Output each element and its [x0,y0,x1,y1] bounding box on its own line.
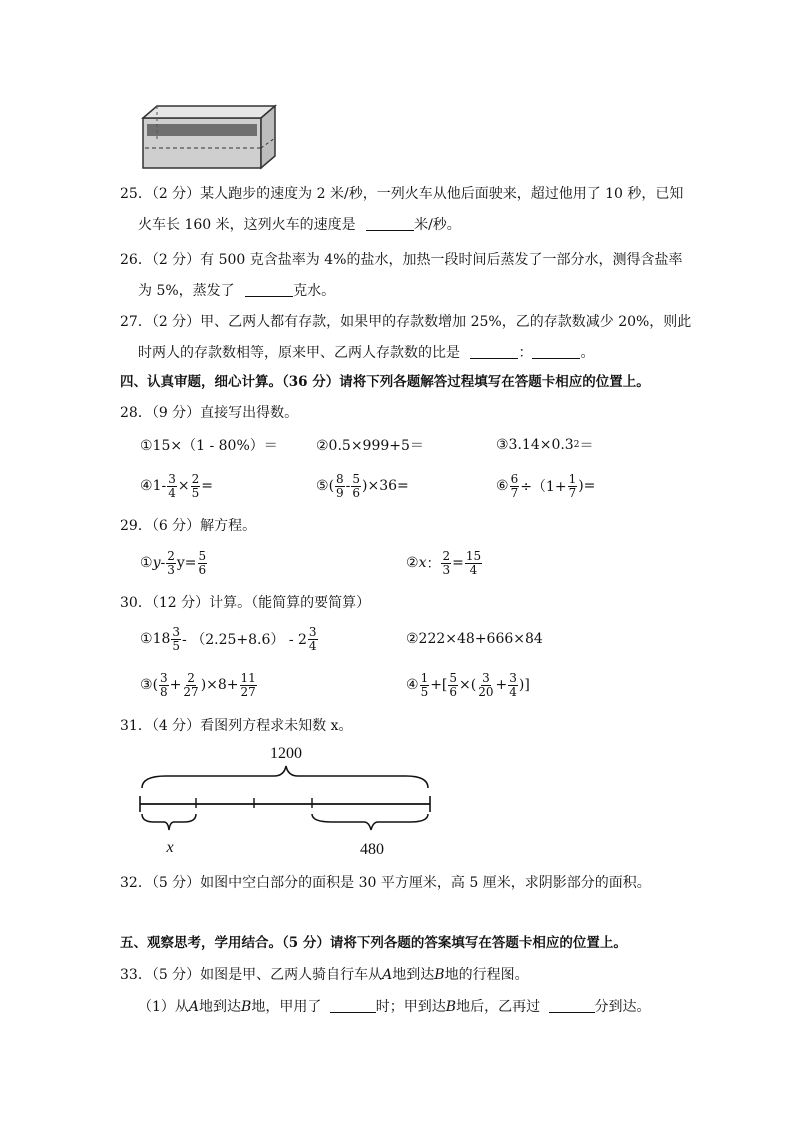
q27-answer-blank-2[interactable] [532,343,580,359]
q29-equation-1: ① y - $\frac{2}{3}$ y= $\frac{5}{6}$ [140,548,207,577]
section-5-heading: 五、观察思考，学用结合。（5 分）请将下列各题的答案填写在答题卡相应的位置上。 [120,935,627,951]
q33-subquestion-1: （1）从A地到达B地，甲用了 时；甲到达B地后，乙再过 分到达。 [138,999,651,1015]
fraction: $\frac{11}{27}$ [240,670,256,699]
q30-problem-1: ① 18 $\frac{3}{5}$ - （2.25+8.6） - 2 $\frac{3}{4}$ [140,624,317,653]
fraction: $\frac{6}{7}$ [510,471,519,500]
fraction: $\frac{3}{8}$ [160,670,168,699]
q28-item-1: ①15×（1 - 80%）＝ [140,438,278,454]
fraction: $\frac{5}{6}$ [352,471,361,500]
q25-answer-blank[interactable] [366,215,414,231]
q29-title: 29．（6 分）解方程。 [120,518,257,534]
q33-hours-blank[interactable] [330,997,376,1013]
part-label: 480 [360,841,384,858]
section-4-heading: 四、认真审题，细心计算。（36 分）请将下列各题解答过程填写在答题卡相应的位置上。 [120,374,650,390]
q29-equation-2: ② x ： $\frac{2}{3}$ = $\frac{15}{4}$ [406,548,482,577]
q28-item-3: ③3.14×0.3 2 ＝ [496,437,594,454]
q26-line1: 26．（2 分）有 500 克含盐率为 4%的盐水，加热一段时间后蒸发了一部分水，测得含盐率 [120,252,683,268]
q28-item-4: ④ 1 - $\frac{3}{4}$ × $\frac{2}{5}$ = [140,471,213,500]
q26-line2: 为 5%，蒸发了 克水。 [138,283,336,299]
q28-item-2: ②0.5×999+5＝ [316,438,424,454]
q27-answer-blank-1[interactable] [470,343,518,359]
fraction: $\frac{15}{4}$ [465,548,482,577]
fraction: $\frac{2}{3}$ [442,548,451,577]
480-brace [312,814,428,830]
top-brace [142,766,428,788]
fraction: $\frac{3}{4}$ [168,471,176,500]
fraction: $\frac{1}{5}$ [420,670,429,699]
fraction: $\frac{2}{3}$ [167,548,175,577]
q28-item-6: ⑥ $\frac{6}{7}$ ÷（1+ $\frac{1}{7}$ )= [496,471,596,500]
q30-problem-4: ④ $\frac{1}{5}$ +[ $\frac{5}{6}$ ×( $\frac{3}{20}$ + $\frac{3}{4}$ )] [406,670,530,699]
q28-item-5: ⑤ ( $\frac{8}{9}$ - $\frac{5}{6}$ )×36= [316,471,409,500]
q30-problem-3: ③ ( $\frac{3}{8}$ + $\frac{2}{27}$ )×8+ $\frac{11}{27}$ [140,670,256,699]
fraction: $\frac{8}{9}$ [336,471,344,500]
fraction: $\frac{3}{5}$ [172,624,181,653]
fraction: $\frac{3}{4}$ [509,670,517,699]
unknown-label: x [166,839,174,856]
q27-line1: 27．（2 分）甲、乙两人都有存款，如果甲的存款数增加 25%，乙的存款数减少 20%，则此 [120,314,692,330]
q25-line2: 火车长 160 米，这列火车的速度是 米/秒。 [138,217,461,233]
fraction: $\frac{5}{6}$ [198,548,207,577]
q33-minutes-blank[interactable] [549,997,595,1013]
q27-line2: 时两人的存款数相等，原来甲、乙两人存款数的比是 ： 。 [138,345,595,361]
fraction: $\frac{1}{7}$ [568,471,577,500]
x-brace [142,814,196,830]
q30-problem-2: ②222×48+666×84 [406,631,543,647]
fraction: $\frac{2}{27}$ [183,670,199,699]
q30-title: 30．（12 分）计算。（能简算的要简算） [120,595,371,611]
fraction: $\frac{5}{6}$ [449,670,458,699]
segment-diagram [136,742,436,860]
q33-title: 33．（5 分）如图是甲、乙两人骑自行车从A地到达B地的行程图。 [120,967,529,983]
fraction: $\frac{3}{4}$ [308,624,317,653]
q32-text: 32．（5 分）如图中空白部分的面积是 30 平方厘米，高 5 厘米，求阴影部分的面积。 [120,875,651,891]
q26-answer-blank[interactable] [245,281,293,297]
fraction: $\frac{2}{5}$ [191,471,200,500]
q25-line1: 25．（2 分）某人跑步的速度为 2 米/秒，一列火车从他后面驶来，超过他用了 10 秒，已知 [120,186,684,202]
q28-title: 28．（9 分）直接写出得数。 [120,405,299,421]
fraction: $\frac{3}{20}$ [478,670,494,699]
aquarium-figure [141,104,277,170]
q31-title: 31．（4 分）看图列方程求未知数 x。 [120,718,353,734]
total-label: 1200 [270,745,302,762]
